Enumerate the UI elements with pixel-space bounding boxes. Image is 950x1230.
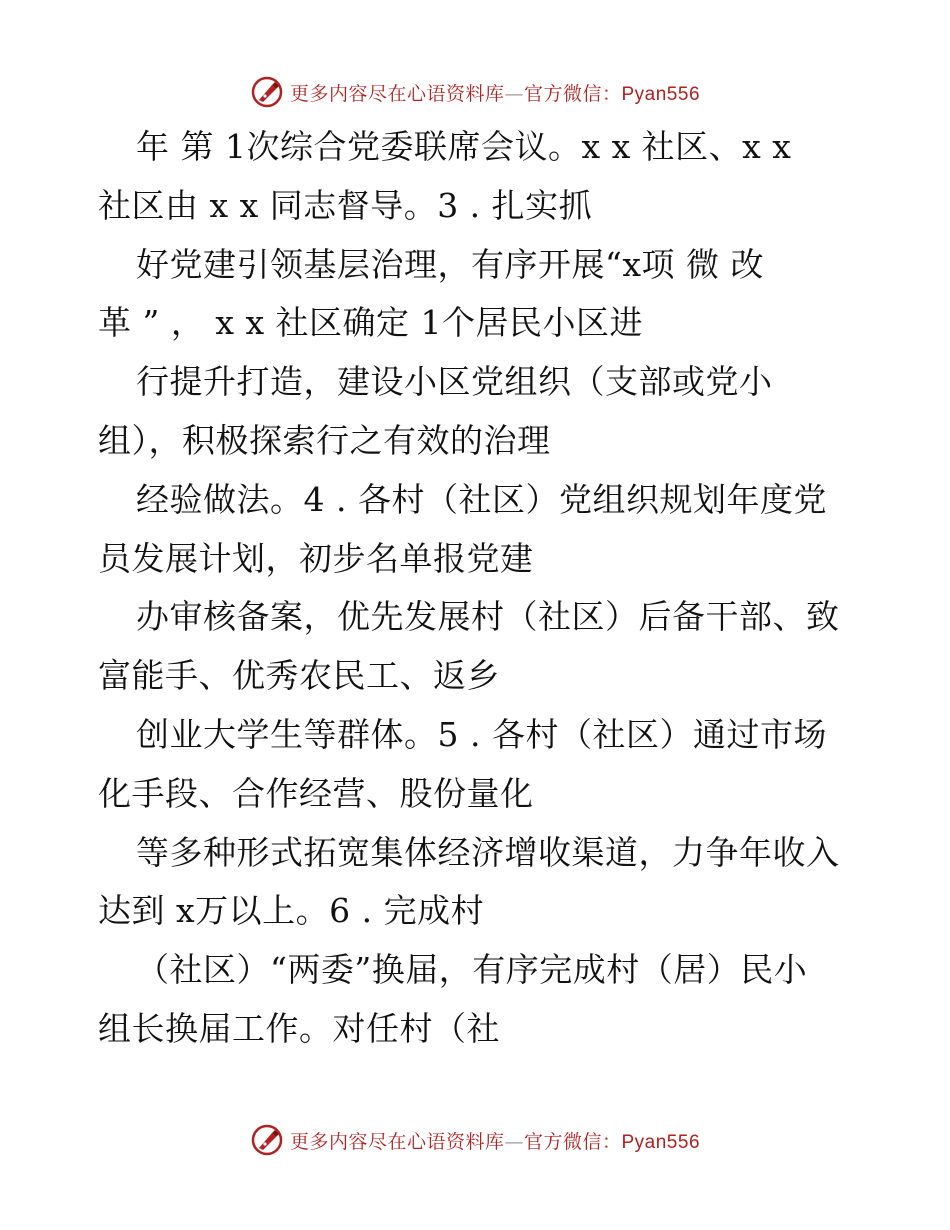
document-line: 创业大学生等群体。5 . 各村（社区）通过市场 <box>136 714 827 754</box>
document-line: 办审核备案，优先发展村（社区）后备干部、致 <box>136 597 840 637</box>
document-body <box>98 118 858 1059</box>
document-line: 达到 x万以上。6 . 完成村 <box>98 891 485 931</box>
watermark-text <box>290 79 700 106</box>
red-fountain-pen-logo-icon <box>250 75 284 109</box>
document-line: 化手段、合作经营、股份量化 <box>98 773 534 813</box>
document-line: （社区）“两委”换届，有序完成村（居）民小 <box>136 950 808 990</box>
document-line: 等多种形式拓宽集体经济增收渠道，力争年收入 <box>136 832 840 872</box>
footer-watermark <box>0 1120 950 1160</box>
watermark-site-name: 更多内容尽在心语资料库 <box>289 1130 505 1153</box>
watermark-site-name: 更多内容尽在心语资料库 <box>289 82 505 105</box>
document-line: 革 ” ， x x 社区确定 1个居民小区进 <box>98 303 644 343</box>
document-line: 组），积极探索行之有效的治理 <box>98 420 551 460</box>
document-line: 富能手、优秀农民工、返乡 <box>98 656 500 696</box>
document-line: 经验做法。4 . 各村（社区）党组织规划年度党 <box>136 479 827 519</box>
watermark-official-label: 官方微信： <box>523 82 622 105</box>
watermark-wechat-id: Pyan556 <box>621 1131 701 1153</box>
document-line: 年 第 1次综合党委联席会议。x x 社区、x x <box>136 127 792 166</box>
document-line: 行提升打造，建设小区党组织（支部或党小 <box>136 362 773 402</box>
document-line: 好党建引领基层治理，有序开展“x项 微 改 <box>136 244 764 284</box>
document-line: 组长换届工作。对任村（社 <box>98 1008 500 1048</box>
document-line: 员发展计划，初步名单报党建 <box>98 538 534 578</box>
watermark-text <box>290 1127 700 1154</box>
watermark-official-label: 官方微信： <box>523 1130 622 1153</box>
watermark-separator: — <box>504 1130 524 1153</box>
red-fountain-pen-logo-icon <box>250 1123 284 1157</box>
header-watermark <box>0 72 950 112</box>
watermark-wechat-id: Pyan556 <box>621 83 701 105</box>
document-line: 社区由 x x 同志督导。3 . 扎实抓 <box>98 185 593 225</box>
watermark-separator: — <box>504 82 524 105</box>
